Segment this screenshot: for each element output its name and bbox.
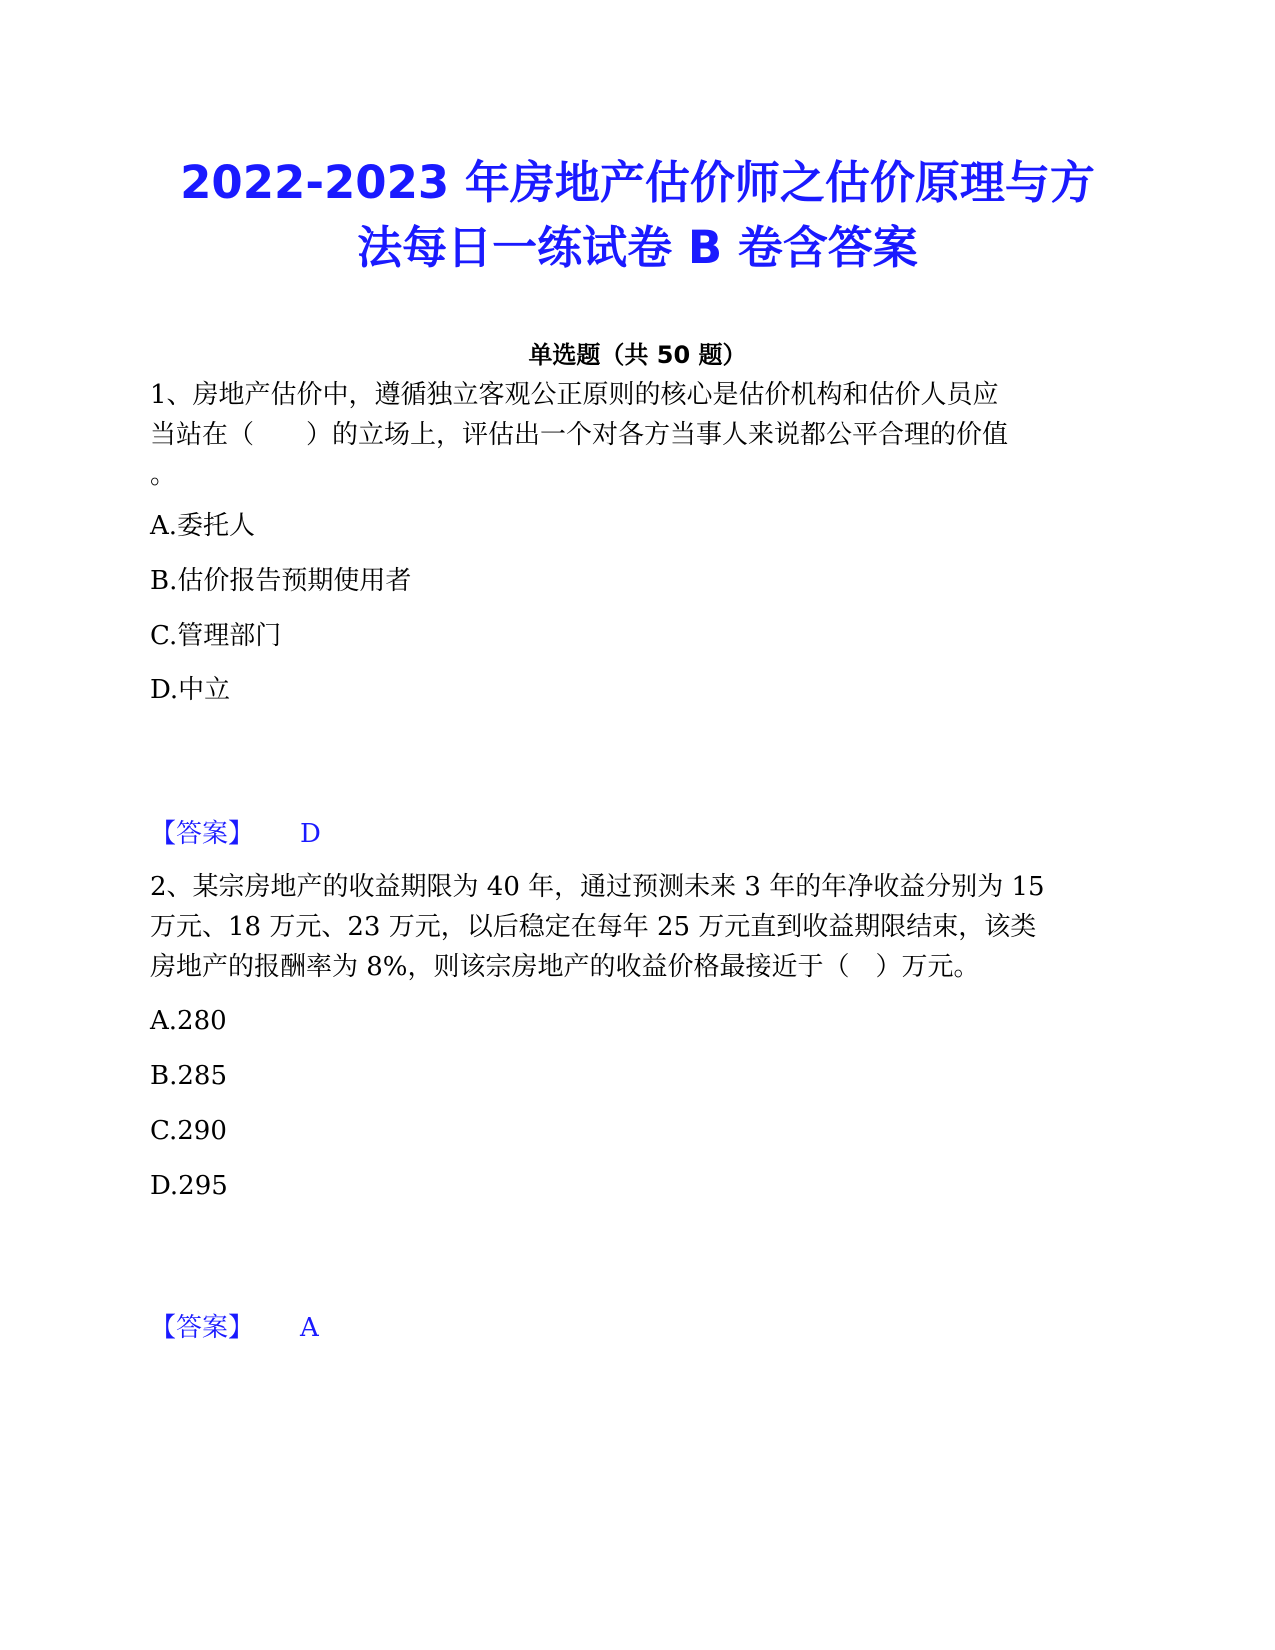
question-1-option-b: B.估价报告预期使用者 <box>150 566 412 596</box>
section-heading: 单选题（共 50 题） <box>528 341 747 369</box>
question-1-option-c: C.管理部门 <box>150 621 282 651</box>
title-line-1: 2022-2023 年房地产估价师之估价原理与方 <box>180 156 1095 209</box>
question-2-line: 万元、18 万元、23 万元，以后稳定在每年 25 万元直到收益期限结束，该类 <box>150 912 1037 942</box>
question-1-line: 。 <box>150 460 177 490</box>
question-2-option-b: B.285 <box>150 1061 227 1091</box>
answer-value: D <box>300 819 321 849</box>
question-1-option-a: A.委托人 <box>150 511 256 541</box>
question-2-option-a: A.280 <box>150 1006 227 1036</box>
question-1-text <box>150 375 1130 495</box>
question-2-line: 房地产的报酬率为 8%，则该宗房地产的收益价格最接近于（ ）万元。 <box>150 952 980 982</box>
question-2-option-d: D.295 <box>150 1171 228 1201</box>
question-1-line: 1、房地产估价中，遵循独立客观公正原则的核心是估价机构和估价人员应 <box>150 380 999 410</box>
answer-label: 【答案】 <box>150 819 255 849</box>
question-2-answer <box>150 1312 319 1344</box>
answer-value: A <box>300 1313 319 1343</box>
question-1-line: 当站在（ ）的立场上，评估出一个对各方当事人来说都公平合理的价值 <box>150 420 1009 450</box>
title-line-2: 法每日一练试卷 B 卷含答案 <box>357 221 918 274</box>
question-2-line: 2、某宗房地产的收益期限为 40 年，通过预测未来 3 年的年净收益分别为 15 <box>150 872 1045 902</box>
question-2-option-c: C.290 <box>150 1116 227 1146</box>
question-2-text <box>150 867 1130 987</box>
question-1-option-d: D.中立 <box>150 675 231 705</box>
question-1-answer <box>150 818 321 850</box>
answer-label: 【答案】 <box>150 1313 255 1343</box>
document-title <box>100 150 1175 280</box>
